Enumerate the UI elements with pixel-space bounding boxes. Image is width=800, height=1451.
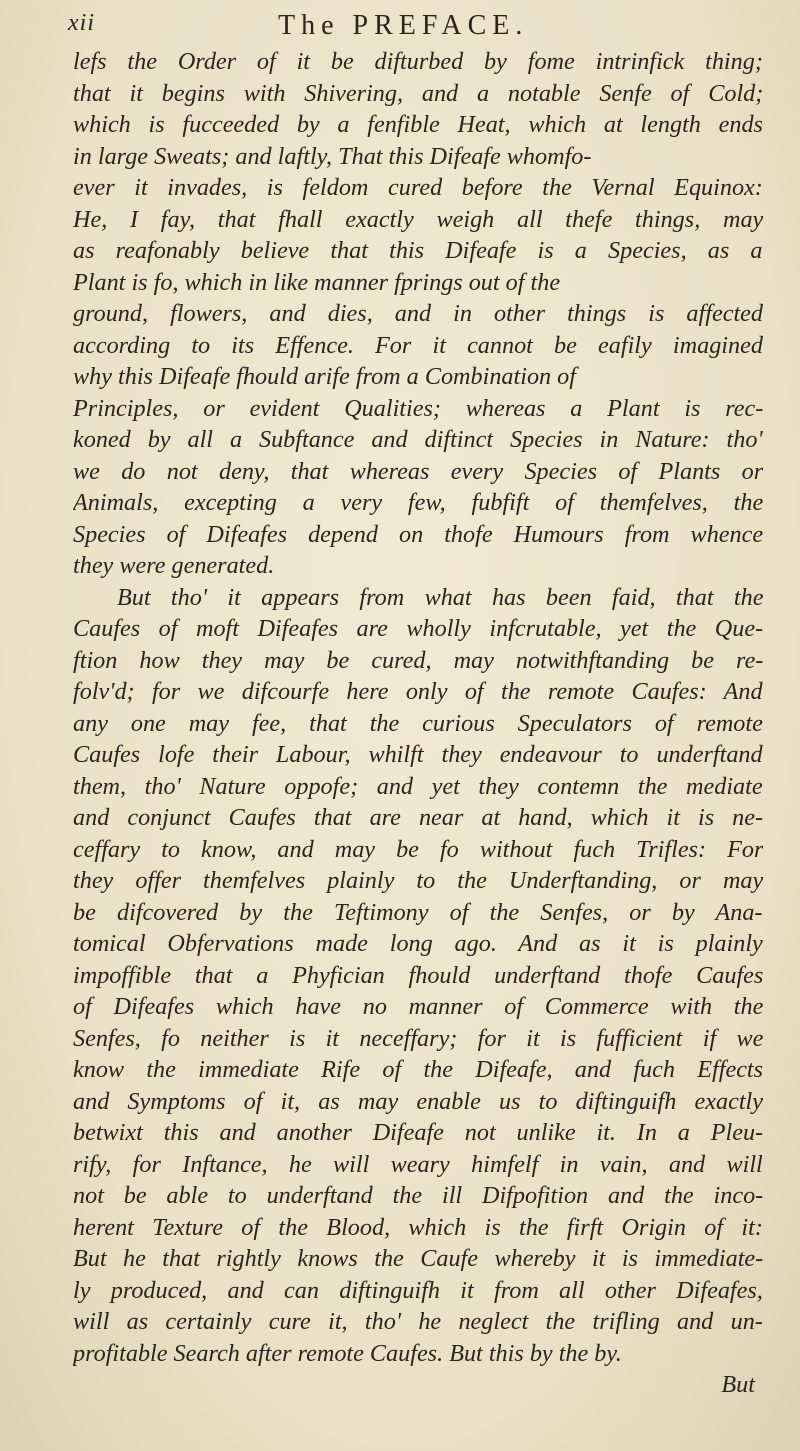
text-line: they were generated. [73,552,275,579]
text-line: and conjunct Caufes that are near at hand, which it is ne- [73,804,763,831]
text-line: betwixt this and another Difeafe not unlike it. In a Pleu- [73,1119,763,1146]
text-line: ground, flowers, and dies, and in other things is affected [73,300,763,327]
text-line: they offer themfelves plainly to the Underftanding, or may [73,867,763,894]
text-line: as reafonably believe that this Difeafe is a Species, as a [73,237,763,264]
text-line: any one may fee, that the curious Speculators of remote [73,709,763,737]
text-line: ceffary to know, and may be fo without fuch Trifles: For [73,835,763,863]
text-line: Caufes of moft Difeafes are wholly infcrutable, yet the Que- [73,615,763,642]
text-line: koned by all a Subftance and diftinct Species in Nature: tho' [73,426,763,453]
running-head: The PREFACE. [278,10,529,41]
text-line: ever it invades, is feldom cured before the Vernal Equinox: [73,174,763,201]
text-line: why this Difeafe fhould arife from a Combination of [73,363,577,390]
text-line: Principles, or evident Qualities; whereas a Plant is rec- [73,394,763,422]
catchword: But [721,1371,755,1398]
text-line: in large Sweats; and laftly, That this Difeafe whomfo- [73,142,592,170]
text-line: Plant is fo, which in like manner fprings out of the [73,268,561,296]
text-line: folv'd; for we difcourfe here only of the remote Caufes: And [73,678,763,705]
text-line: will as certainly cure it, tho' he neglect the trifling and un- [73,1308,763,1335]
text-line: But he that rightly knows the Caufe whereby it is immediate- [73,1245,763,1272]
text-line: lefs the Order of it be difturbed by fome intrinfick thing; [73,48,763,75]
text-line: we do not deny, that whereas every Species of Plants or [73,457,763,485]
text-line: tomical Obfervations made long ago. And as it is plainly [73,930,763,957]
text-line: be difcovered by the Teftimony of the Senfes, or by Ana- [73,898,763,926]
text-line: But tho' it appears from what has been faid, that the [117,583,763,611]
text-line: that it begins with Shivering, and a notable Senfe of Cold; [73,79,763,107]
text-line: Species of Difeafes depend on thofe Humours from whence [73,520,763,548]
text-line: not be able to underftand the ill Difpofition and the inco- [73,1182,763,1209]
text-line: of Difeafes which have no manner of Commerce with the [73,993,763,1020]
text-line: ly produced, and can diftinguifh it from all other Difeafes, [73,1276,763,1304]
text-line: Animals, excepting a very few, fubfift of themfelves, the [73,489,763,516]
text-line: He, I fay, that fhall exactly weigh all thefe things, may [73,205,763,233]
page-header [68,10,768,44]
text-line: know the immediate Rife of the Difeafe, and fuch Effects [73,1056,763,1083]
text-line: according to its Effence. For it cannot be eafily imagined [73,331,763,359]
text-line: Caufes lofe their Labour, whilft they endeavour to underftand [73,741,763,768]
text-line: profitable Search after remote Caufes. But this by the by. [73,1339,622,1367]
text-line: ftion how they may be cured, may notwithftanding be re- [73,646,763,674]
text-line: impoffible that a Phyfician fhould underftand thofe Caufes [73,961,763,989]
page-number: xii [68,10,95,36]
text-line: which is fucceeded by a fenfible Heat, which at length ends [73,111,763,138]
text-line: rify, for Inftance, he will weary himfelf in vain, and will [73,1150,763,1178]
text-line: them, tho' Nature oppofe; and yet they contemn the mediate [73,772,763,800]
body-text [73,46,763,1401]
text-line: Senfes, fo neither is it neceffary; for it is fufficient if we [73,1024,763,1052]
text-line: herent Texture of the Blood, which is the firft Origin of it: [73,1213,763,1241]
text-line: and Symptoms of it, as may enable us to diftinguifh exactly [73,1087,763,1115]
